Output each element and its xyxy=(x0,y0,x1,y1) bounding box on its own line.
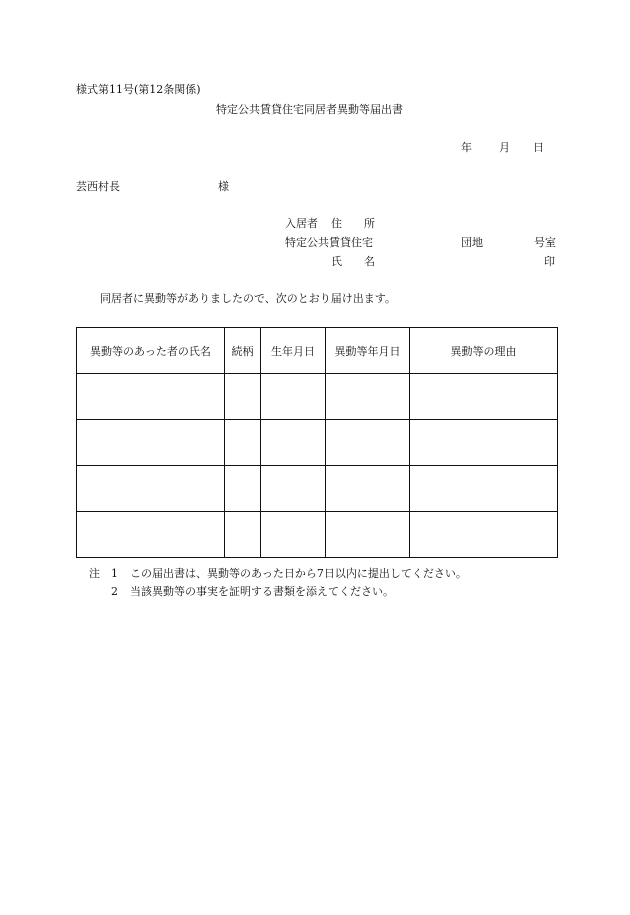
intro-text: 同居者に異動等がありましたので、次のとおり届け出ます。 xyxy=(100,292,396,305)
table-row xyxy=(77,512,558,558)
cell-relationship[interactable] xyxy=(225,374,261,420)
complex-label: 団地 xyxy=(461,236,483,249)
date-year: 年 xyxy=(461,141,472,154)
cell-relationship[interactable] xyxy=(225,420,261,466)
cell-name[interactable] xyxy=(77,466,225,512)
form-number: 様式第11号(第12条関係) xyxy=(76,83,201,96)
housing-label: 特定公共賃貸住宅 xyxy=(285,236,373,249)
name-label: 氏 名 xyxy=(331,255,375,268)
header-name: 異動等のあった者の氏名 xyxy=(77,328,225,374)
header-birthdate: 生年月日 xyxy=(261,328,326,374)
change-table xyxy=(76,327,558,558)
document-title: 特定公共賃貸住宅同居者異動等届出書 xyxy=(216,103,403,116)
note-2-number: 2 xyxy=(111,585,118,598)
cell-reason[interactable] xyxy=(410,466,558,512)
cell-birthdate[interactable] xyxy=(261,374,326,420)
header-reason: 異動等の理由 xyxy=(410,328,558,374)
note-1-number: 1 xyxy=(111,567,118,580)
cell-change-date[interactable] xyxy=(326,420,410,466)
date-month: 月 xyxy=(499,141,510,154)
table-row xyxy=(77,420,558,466)
cell-change-date[interactable] xyxy=(326,512,410,558)
applicant-label: 入居者 xyxy=(285,217,318,230)
cell-name[interactable] xyxy=(77,420,225,466)
cell-change-date[interactable] xyxy=(326,466,410,512)
cell-birthdate[interactable] xyxy=(261,420,326,466)
cell-relationship[interactable] xyxy=(225,466,261,512)
addressee-honorific: 様 xyxy=(218,180,229,193)
address-label: 住 所 xyxy=(331,217,375,230)
header-relationship: 続柄 xyxy=(225,328,261,374)
cell-name[interactable] xyxy=(77,374,225,420)
cell-reason[interactable] xyxy=(410,420,558,466)
cell-birthdate[interactable] xyxy=(261,512,326,558)
addressee-name: 芸西村長 xyxy=(76,180,120,193)
seal-label: 印 xyxy=(544,255,555,268)
cell-birthdate[interactable] xyxy=(261,466,326,512)
table-row xyxy=(77,374,558,420)
cell-change-date[interactable] xyxy=(326,374,410,420)
table-row xyxy=(77,466,558,512)
table-header-row xyxy=(77,328,558,374)
room-label: 号室 xyxy=(534,236,556,249)
cell-relationship[interactable] xyxy=(225,512,261,558)
date-day: 日 xyxy=(533,141,544,154)
cell-reason[interactable] xyxy=(410,374,558,420)
note-1-text: この届出書は、異動等のあった日から7日以内に提出してください。 xyxy=(130,567,467,580)
notes-label: 注 xyxy=(89,567,100,580)
header-change-date: 異動等年月日 xyxy=(326,328,410,374)
cell-name[interactable] xyxy=(77,512,225,558)
note-2-text: 当該異動等の事実を証明する書類を添えてください。 xyxy=(130,585,394,598)
cell-reason[interactable] xyxy=(410,512,558,558)
